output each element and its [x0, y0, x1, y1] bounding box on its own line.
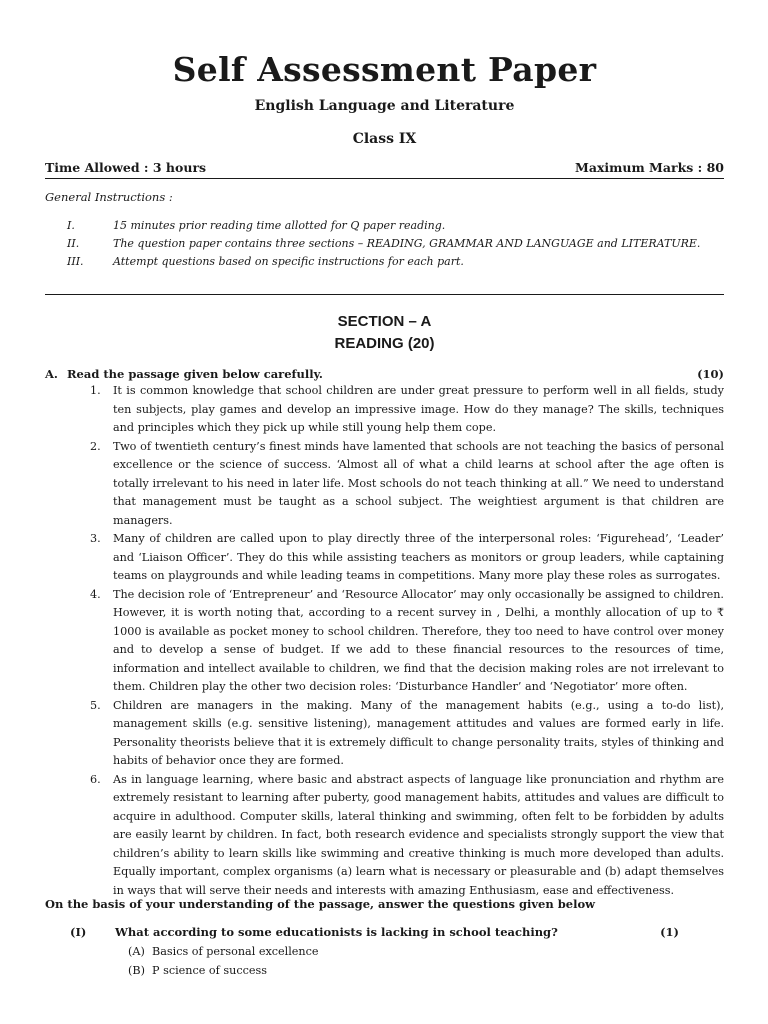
option-text: P science of success	[152, 964, 267, 977]
instruction-text: 15 minutes prior reading time allotted for Q paper reading.	[113, 219, 446, 232]
instruction-number: II.	[67, 237, 80, 250]
question-text: Read the passage given below carefully.	[67, 367, 323, 381]
general-instructions-list	[67, 217, 724, 271]
question-marks: (10)	[697, 367, 724, 381]
exam-meta-row	[45, 158, 724, 179]
question-number: (I)	[70, 925, 87, 939]
passage-paragraph	[90, 438, 724, 531]
paragraph-number: 1.	[90, 384, 101, 397]
paragraph-number: 2.	[90, 439, 101, 453]
paragraph-number: 6.	[90, 772, 101, 786]
passage-paragraph	[90, 697, 724, 771]
option-a[interactable]	[128, 942, 319, 961]
paragraph-number: 5.	[90, 698, 101, 712]
paragraph-text: It is common knowledge that school children are under great pressure to perform well in all fields, study ten subjects, play games and develop an impressive image. How do they manage? The skills, techniques and principles which they pick up while still young help them cope.	[113, 384, 724, 434]
paragraph-text: Two of twentieth century’s finest minds have lamented that schools are not teaching the basics of personal excellence or the science of success. ‘Almost all of what a child learns at school after the age often is totally irrelevant to his need in later life. Most schools do not teach thinking at all.” We need to understand that management must be taught as a school subject. The weightiest argument is that children are managers.	[113, 439, 724, 527]
instruction-number: I.	[67, 219, 75, 232]
instruction-text: The question paper contains three sections – READING, GRAMMAR AND LANGUAGE and LITERATURE.	[113, 237, 701, 250]
passage-paragraph	[90, 530, 724, 586]
instruction-text: Attempt questions based on specific instructions for each part.	[113, 255, 464, 268]
section-divider	[45, 294, 724, 295]
section-subheading: READING (20)	[334, 335, 435, 352]
question-label: A.	[45, 367, 58, 381]
paragraph-number: 3.	[90, 532, 101, 545]
question-marks: (1)	[660, 925, 679, 939]
general-instructions-heading: General Instructions :	[45, 190, 173, 204]
answer-instruction: On the basis of your understanding of the passage, answer the questions given below	[45, 897, 596, 911]
passage-paragraph	[90, 586, 724, 697]
question-text: What according to some educationists is lacking in school teaching?	[115, 925, 558, 939]
passage-paragraph	[90, 771, 724, 901]
page-title: Self Assessment Paper	[172, 50, 597, 89]
paragraph-text: The decision role of ‘Entrepreneur’ and ‘Resource Allocator’ may only occasionally be assigned to children. However, it is worth noting that, according to a recent survey in , Delhi, a monthly allocation of up to ₹ 1000 is available as pocket money to school children. Therefore, they too need to have control over money and to develop a sense of budget. If we add to these financial resources to the resources of time, information and intellect available to children, we find that the decision making roles are not irrelevant to them. Children play the other two decision roles: ‘Disturbance Handler’ and ‘Negotiator’ more often.	[113, 587, 724, 693]
option-b[interactable]	[128, 961, 319, 980]
option-letter: (A)	[128, 945, 145, 958]
option-text: Basics of personal excellence	[152, 945, 319, 958]
option-letter: (B)	[128, 964, 145, 977]
instruction-number: III.	[67, 255, 84, 268]
class-label: Class IX	[352, 131, 417, 147]
maximum-marks: Maximum Marks : 80	[575, 160, 724, 175]
passage-paragraph	[90, 382, 724, 438]
paragraph-text: As in language learning, where basic and abstract aspects of language like pronunciation and rhythm are extremely resistant to learning after puberty, good management habits, attitudes and values are difficult to acquire in adulthood. Computer skills, lateral thinking and swimming, often felt to be forbidden by adults are easily learnt by children. In fact, both research evidence and specialists strongly support the view that children’s ability to learn skills like swimming and creative thinking is much more developed than adults. Equally important, complex organisms (a) learn what is necessary or pleasurable and (b) adapt themselves in ways that will serve their needs and interests with amazing Enthusiasm, ease and effectiveness.	[113, 772, 724, 897]
paragraph-text: Children are managers in the making. Many of the management habits (e.g., using a to-do list), management skills (e.g. sensitive listening), management attitudes and values are formed early in life. Personality theorists believe that it is extremely difficult to change personality traits, styles of thinking and habits of behavior once they are formed.	[113, 698, 724, 767]
instruction-item	[67, 217, 724, 235]
reading-passage	[90, 382, 724, 900]
subject-subtitle: English Language and Literature	[254, 98, 515, 114]
section-heading: SECTION – A	[337, 313, 432, 330]
instruction-item	[67, 253, 724, 271]
paragraph-number: 4.	[90, 587, 101, 601]
instruction-item	[67, 235, 724, 253]
answer-options	[128, 942, 319, 980]
time-allowed: Time Allowed : 3 hours	[45, 160, 207, 175]
paragraph-text: Many of children are called upon to play directly three of the interpersonal roles: ‘Figurehead’, ‘Leader’ and ‘Liaison Officer’. They do this while assisting teachers as monitors or group leaders, while captaining teams on playgrounds and while leading teams in competitions. Many more play these roles as surrogates.	[113, 532, 724, 582]
